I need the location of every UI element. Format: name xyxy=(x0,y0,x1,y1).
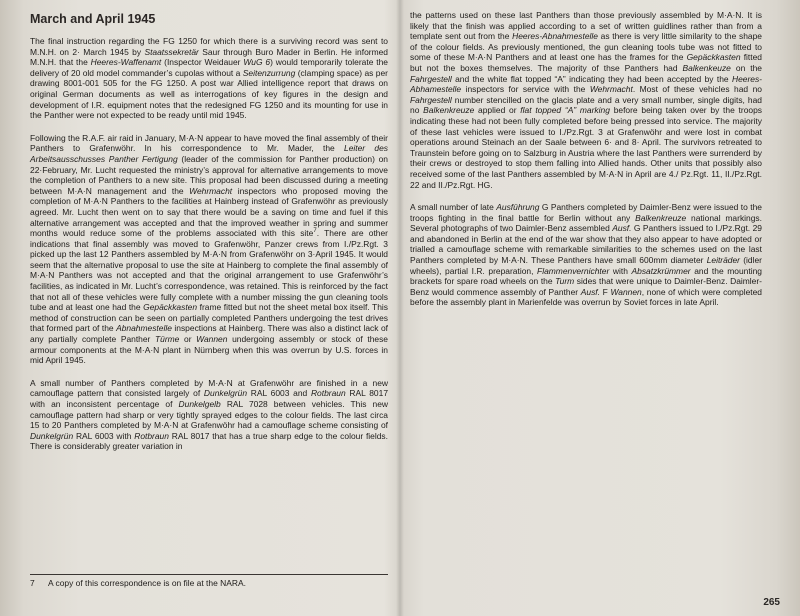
footnote xyxy=(30,574,388,589)
italic-term: Balkenkeuze xyxy=(682,62,731,73)
italic-term: Heeres-Abnahmestelle xyxy=(512,31,598,42)
section-heading: March and April 1945 xyxy=(30,12,156,26)
text-run: RAL 8017 that has a true sharp edge to the colour fields. There is considerably greater variation in xyxy=(30,430,388,452)
text-run: RAL 6003 with xyxy=(73,430,135,441)
italic-term: Fahrgestell xyxy=(410,73,452,84)
left-paragraphs xyxy=(30,36,388,452)
right-paragraphs xyxy=(410,10,762,308)
italic-term: Wannen xyxy=(610,286,642,297)
paragraph xyxy=(30,133,388,366)
footnote-number: 7 xyxy=(30,578,35,588)
text-run: inspectors who proposed moving the completion of M·A·N Panthers to the facilities at Hainberg instead of Grafenwöhr as previously agreed. Mr. Lucht then went on to say that there would be a saving on time and fuel if this alternative arrangement was accepted and that the improved weather in spring and summer months would reduce some of the problems associated with this site xyxy=(30,185,388,239)
text-run: , none of which were completed before the assembly plant in Marienfelde was overrun by Soviet forces in late April. xyxy=(410,286,762,308)
italic-term: Leiter des Arbeitsausschusses Panther Fertigung xyxy=(30,143,388,164)
text-run: or xyxy=(179,334,197,345)
italic-term: Leiträder xyxy=(706,255,740,266)
italic-term: Dunkelgrün xyxy=(203,388,248,399)
italic-term: Gepäckkasten xyxy=(686,52,741,63)
text-run: . Most of these vehicles had no xyxy=(632,84,762,95)
right-column xyxy=(410,10,762,308)
italic-term: Ausführung xyxy=(496,202,540,213)
text-run: (Inspector Weidauer xyxy=(161,57,244,68)
text-run: . There are other indications that final assembly was moved to Grafenwöhr, Panzer crews from I./Pz.Rgt. 3 picked up the last 12 Panthers assembled by M·A·N from Grafenwöhr on 3·April 1945. It would seem that the alternative proposal to use the site at Hainberg to complete the final assembly of M·A·N Panthers was not accepted and that the original arrangement to use Grafenwöhr’s facilities, as indicated in Mr. Lucht’s correspondence, was retained. This is reinforced by the fact that not all of these vehicles were fully complete with a number missing the gun cleaning tools tube and at least one had the xyxy=(30,228,388,313)
text-run: G Panthers issued to I./Pz.Rgt. 29 and abandoned in Berlin at the end of the war show that they also appear to have adopted or trialled a camouflage scheme with remarkable similarities to the schemes used on the last Panthers completed by M·A·N. These Panthers have small 600mm diameter xyxy=(410,223,762,266)
paragraph xyxy=(30,36,388,121)
italic-term: Wehrmacht xyxy=(589,84,633,95)
italic-term: Rotbraun xyxy=(134,430,169,441)
italic-term: Ausf. xyxy=(580,286,600,297)
text-run: as there is very little similarity to the shape of the colour fields. As previously mentioned, the gun cleaning tools tube was not fitted to some of these M·A·N Panthers and at least one has the frames for the xyxy=(410,31,762,63)
italic-term: Abnahmestelle xyxy=(116,323,172,334)
italic-term: Türme xyxy=(155,334,180,345)
text-run: A small number of late xyxy=(410,202,497,213)
italic-term: Ausf. xyxy=(612,223,632,234)
italic-term: Turm xyxy=(555,276,575,287)
text-run: ) would temporarily tolerate the delivery of 20 old model commander’s cupolas without a xyxy=(30,57,388,78)
italic-term: Absatzkrümmer xyxy=(631,265,691,276)
text-run: the patterns used on these last Panthers than those previously assembled by M·A·N. It is likely that the finish was applied according to a set of written guidlines rather than from a template sent out from the xyxy=(410,10,762,42)
book-spine xyxy=(396,0,404,616)
text-run: and the white flat topped “A” indicating they had been accepted by the xyxy=(451,73,732,84)
italic-term: Wehrmacht xyxy=(189,185,233,196)
text-run: (leader of the commission for Panther production) on 22·February, Mr. Lucht requested the ministry’s approval for alternative arrangements to move the completion of Panthers to a new site. This proposal had been discussed during a meeting between M·A·N management and the xyxy=(30,153,388,196)
text-run: G Panthers completed by Daimler-Benz were issued to the troops fighting in the final battle for Berlin without any xyxy=(410,202,762,223)
text-run: inspectors for service with the xyxy=(461,84,590,95)
text-run: (idler wheels), partial I.R. preparation, xyxy=(410,255,762,276)
italic-term: Wannen xyxy=(196,334,228,345)
italic-term: Gepäckkasten xyxy=(143,302,198,313)
italic-term: Rotbraun xyxy=(310,388,346,399)
text-run: and the mounting brackets for spare road wheels on the xyxy=(410,265,762,287)
italic-term: Fahrgestell xyxy=(410,94,452,105)
text-run: number stencilled on the glacis plate and a very small number, single digits, had no xyxy=(410,94,762,116)
text-run: RAL 8017 with an inconsistent percentage of xyxy=(30,388,389,409)
text-run: before being taken over by the troops indicating these had not been fully completed before being pressed into service. The majority of these last vehicles were issued to I./Pz.Rgt. 3 at Grafenwöhr and were lost in combat operations around Steinach an der Saale between 6· and 8· April. The survivors retreated to Traunstein before going on to Salzburg in Austria where the last Panthers were surrenderd by their crews or destroyed to stop them falling into Allied hands. Other units that possibly also received some of the last Panthers assembled by M·A·N in April are 4./ Pz.Rgt. 11, II./Pz.Rgt. 22 and II./Pz.Rgt. HG. xyxy=(410,105,762,190)
italic-term: Staatssekretär xyxy=(144,46,199,57)
text-run: F xyxy=(599,286,611,297)
text-run: Saur through Buro Mader in Berlin. He informed M.N.H. that the xyxy=(30,46,389,68)
italic-term: Heeres-Waffenamt xyxy=(90,57,162,68)
footnote-ref: 7 xyxy=(313,228,317,235)
left-column xyxy=(30,12,388,452)
italic-term: Heeres-Abhamestelle xyxy=(410,73,762,95)
text-run: (clamping space) as per drawing 8001-001 505 for the FG 1250. A post war Allied intelligence report that draws on original German documents as well as interrogations of key figures in the design and development of I.R. equipment notes that the redesigned FG 1250 and its mounting for use in the Panther were not expected to be ready until mid 1945. xyxy=(30,67,388,121)
paragraph xyxy=(410,202,762,308)
italic-term: Dunkelgelb xyxy=(178,399,221,409)
text-run: sides that were unique to Daimler-Benz. Daimler-Benz would commence assembly of Panther xyxy=(410,276,762,297)
text-run: A small number of Panthers completed by M·A·N at Grafenwöhr are finished in a new camouflage pattern that consisted largely of xyxy=(30,377,388,399)
italic-term: Flammenvernichter xyxy=(537,265,610,276)
page-number: 265 xyxy=(763,597,780,608)
text-run: with xyxy=(609,265,632,276)
italic-term: Balkenkreuze xyxy=(423,105,475,116)
paragraph xyxy=(410,10,762,190)
italic-term: flat topped “A” marking xyxy=(520,105,610,116)
footnote-text: A copy of this correspondence is on file at the NARA. xyxy=(48,578,246,588)
italic-term: Balkenkreuze xyxy=(635,212,687,223)
text-run: applied or xyxy=(474,105,521,116)
text-run: The final instruction regarding the FG 1250 for which there is a surviving record was sent to M.N.H. on 2· March 1945 by xyxy=(30,36,388,57)
italic-term: WuG 6 xyxy=(243,57,271,68)
italic-term: Seitenzurrung xyxy=(242,67,296,78)
text-run: RAL 7028 between vehicles. This new camouflage pattern had sharp or very tightly sprayed edges to the colour fields. The last circa 15 to 20 Panthers completed by M·A·N at Grafenwöhr had a camouflage scheme consisting of xyxy=(30,399,388,431)
text-run: inspections at Hainberg. There was also a distinct lack of any partially complete Panther xyxy=(30,323,388,345)
text-run: fitted but not the boxes themselves. The majority of thse Panthers had xyxy=(410,52,762,73)
text-run: frame fitted but not the sheet metal box itself. This method of construction can be seen on partially completed Panthers undergoing the test drives that formed part of the xyxy=(30,302,388,334)
text-run: Following the R.A.F. air raid in January, M·A·N appear to have moved the final assembly of their Panthers to Grafenwöhr. In his correspondence to Mr. Mader, the xyxy=(30,132,388,154)
text-run: RAL 6003 and xyxy=(247,388,311,399)
text-run: national markings. Several photographs of two Daimler-Benz assembled xyxy=(410,212,762,234)
text-run: on the xyxy=(730,62,762,73)
paragraph xyxy=(30,378,388,452)
italic-term: Dunkelgrün xyxy=(30,430,74,441)
text-run: undergoing assembly or stock of these armour components at the M·A·N plant in Nürnberg when this was overrun by U.S. forces in mid April 1945. xyxy=(30,334,388,366)
